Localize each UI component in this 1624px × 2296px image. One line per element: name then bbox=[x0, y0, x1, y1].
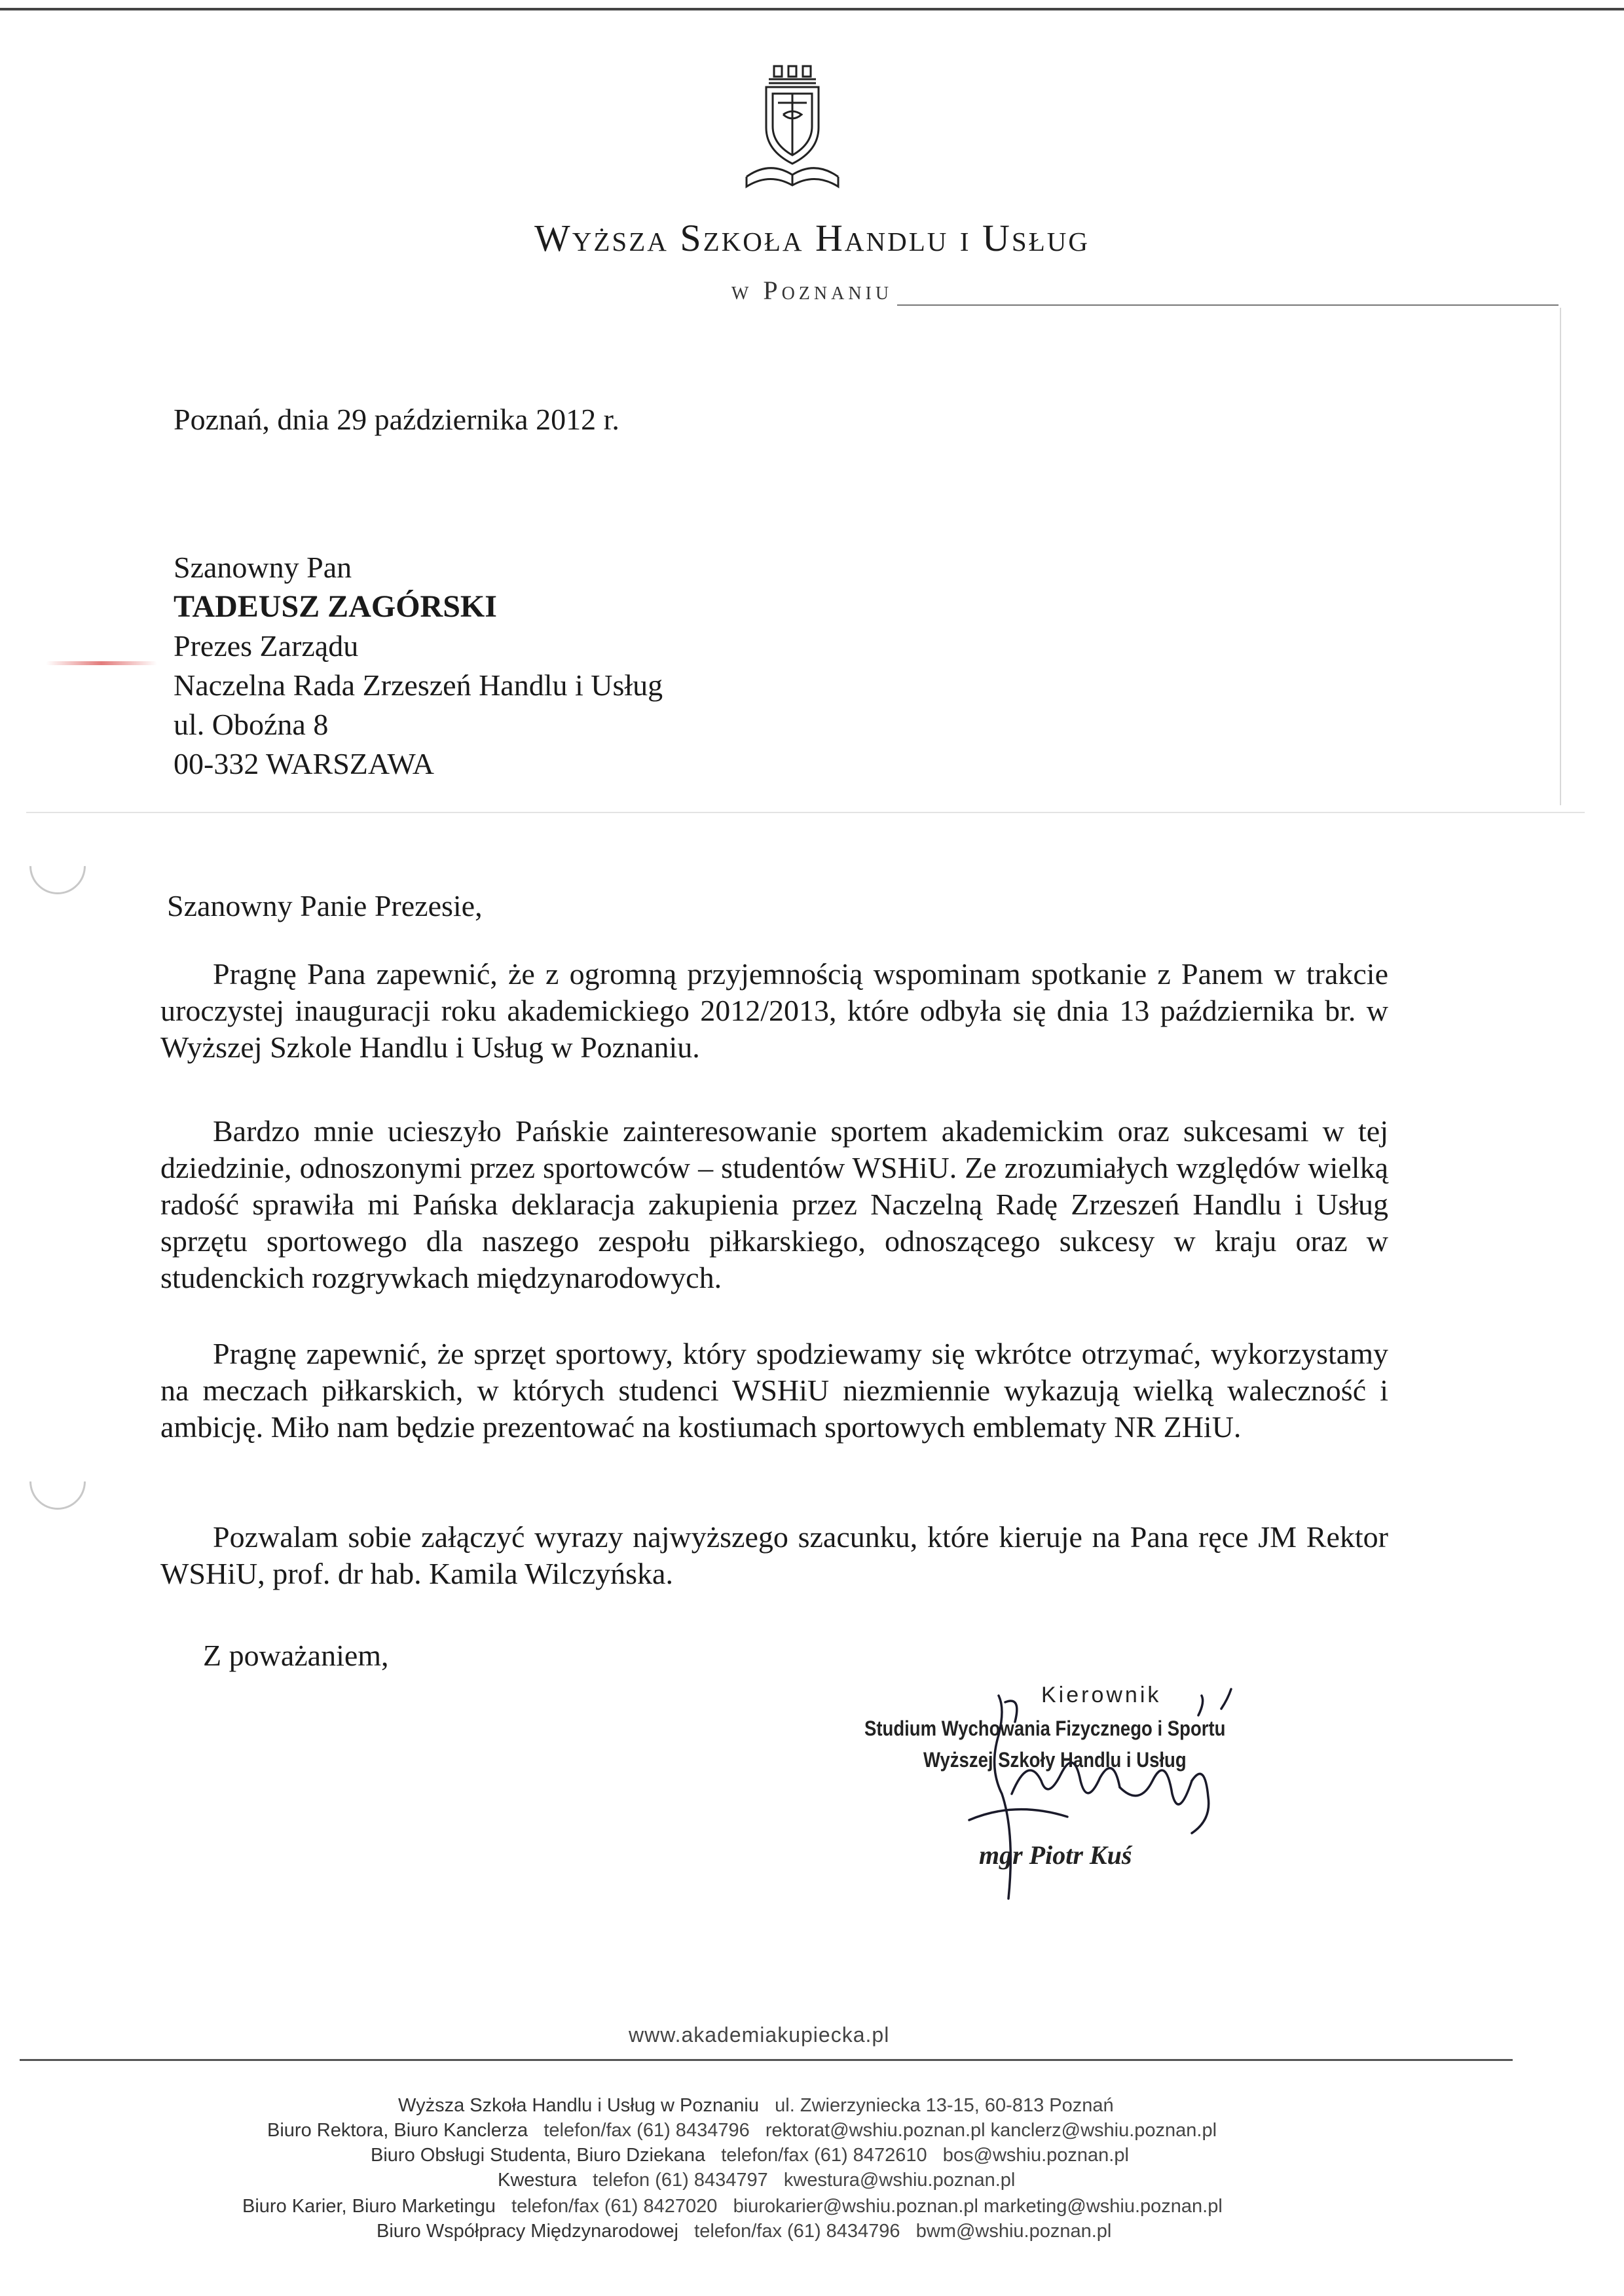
footer-row bbox=[242, 2196, 1223, 2217]
footer-row bbox=[398, 2095, 1114, 2116]
recipient-city: 00-332 WARSZAWA bbox=[174, 747, 434, 780]
footer-rule bbox=[20, 2059, 1513, 2061]
footer-label: Biuro Obsługi Studenta, Biuro Dziekana bbox=[371, 2145, 706, 2166]
pen-mark bbox=[46, 661, 157, 665]
stamp-unit: Studium Wychowania Fizycznego i Sportu bbox=[864, 1717, 1226, 1740]
fold-line bbox=[1560, 308, 1561, 805]
letter-paragraph: Pozwalam sobie załączyć wyrazy najwyższego szacunku, które kieruje na Pana ręce JM Rektor WSHiU, prof. dr hab. Kamila Wilczyńska. bbox=[160, 1520, 1388, 1590]
recipient-street: ul. Oboźna 8 bbox=[174, 708, 329, 741]
punch-hole bbox=[18, 826, 98, 906]
stamp-signature-block bbox=[864, 1683, 1323, 1918]
footer-contact: telefon (61) 8434797 bbox=[593, 2170, 768, 2191]
punch-hole bbox=[18, 1442, 98, 1522]
recipient-salutation: Szanowny Pan bbox=[174, 551, 352, 584]
stamp-school: Wyższej Szkoły Handlu i Usług bbox=[923, 1748, 1187, 1772]
footer-row bbox=[498, 2170, 1015, 2191]
footer-label: Wyższa Szkoła Handlu i Usług w Poznaniu bbox=[398, 2095, 759, 2116]
footer-url[interactable]: www.akademiakupiecka.pl bbox=[629, 2023, 890, 2047]
footer-label: Kwestura bbox=[498, 2170, 577, 2191]
footer-contact: ul. Zwierzyniecka 13-15, 60-813 Poznań bbox=[775, 2095, 1114, 2116]
footer-contact: telefon/fax (61) 8427020 bbox=[511, 2196, 718, 2217]
stamp-signer: mgr Piotr Kuś bbox=[979, 1840, 1132, 1870]
letter-paragraph: Pragnę Pana zapewnić, że z ogromną przyjemnością wspominam spotkanie z Panem w trakcie uroczystej inauguracji roku akademickiego 2012/2013, które odbyła się dnia 13 października br. w Wyższej Szkole Handlu i Usług w Poznaniu. bbox=[160, 957, 1388, 1064]
top-border bbox=[0, 8, 1624, 10]
footer-row bbox=[371, 2145, 1129, 2166]
footer-email: rektorat@wshiu.poznan.pl kanclerz@wshiu.poznan.pl bbox=[765, 2120, 1217, 2141]
recipient-title: Prezes Zarządu bbox=[174, 629, 359, 663]
letter-date: Poznań, dnia 29 października 2012 r. bbox=[174, 403, 619, 436]
footer-row bbox=[267, 2120, 1217, 2141]
footer-contact: telefon/fax (61) 8434796 bbox=[694, 2221, 900, 2242]
header-rule bbox=[897, 304, 1559, 306]
footer-email: bwm@wshiu.poznan.pl bbox=[915, 2221, 1112, 2242]
school-crest-icon bbox=[740, 62, 845, 200]
footer-email: kwestura@wshiu.poznan.pl bbox=[783, 2170, 1016, 2191]
letter-paragraph: Bardzo mnie ucieszyło Pańskie zainteresowanie sportem akademickim oraz sukcesami w tej dziedzinie, odnoszonymi przez sportowców – studentów WSHiU. Ze zrozumiałych względów wielką radość sprawiła mi Pańska deklaracja zakupienia przez Naczelną Radę Zrzeszeń Handlu i Usług sprzętu sportowego dla naszego zespołu piłkarskiego, odnoszącego sukcesy w kraju oraz w studenckich rozgrywkach międzynarodowych. bbox=[160, 1114, 1388, 1294]
stamp-role: Kierownik bbox=[1041, 1683, 1162, 1707]
letter-closing: Z poważaniem, bbox=[203, 1639, 389, 1672]
recipient-organization: Naczelna Rada Zrzeszeń Handlu i Usług bbox=[174, 668, 663, 702]
footer-contact: telefon/fax (61) 8434796 bbox=[544, 2120, 750, 2141]
footer-row bbox=[377, 2221, 1111, 2242]
recipient-address bbox=[174, 549, 663, 784]
school-name: Wyższa Szkoła Handlu i Usług bbox=[534, 217, 1090, 259]
school-city: w Poznaniu bbox=[731, 276, 893, 305]
footer-label: Biuro Współpracy Międzynarodowej bbox=[377, 2221, 678, 2242]
recipient-name: TADEUSZ ZAGÓRSKI bbox=[174, 589, 497, 624]
fold-line bbox=[26, 812, 1585, 813]
letter-greeting: Szanowny Panie Prezesie, bbox=[167, 889, 483, 922]
footer-label: Biuro Karier, Biuro Marketingu bbox=[242, 2196, 496, 2217]
footer-email: bos@wshiu.poznan.pl bbox=[942, 2145, 1129, 2166]
footer-label: Biuro Rektora, Biuro Kanclerza bbox=[267, 2120, 528, 2141]
letter-paragraph: Pragnę zapewnić, że sprzęt sportowy, który spodziewamy się wkrótce otrzymać, wykorzystamy na meczach piłkarskich, w których studenci WSHiU niezmiennie wykazują wielką waleczność i ambicję. Miło nam będzie prezentować na kostiumach sportowych emblematy NR ZHiU. bbox=[160, 1337, 1388, 1444]
footer-contact: telefon/fax (61) 8472610 bbox=[721, 2145, 927, 2166]
handwritten-signature bbox=[864, 1683, 1323, 1918]
footer-email: biurokarier@wshiu.poznan.pl marketing@wshiu.poznan.pl bbox=[733, 2196, 1223, 2217]
